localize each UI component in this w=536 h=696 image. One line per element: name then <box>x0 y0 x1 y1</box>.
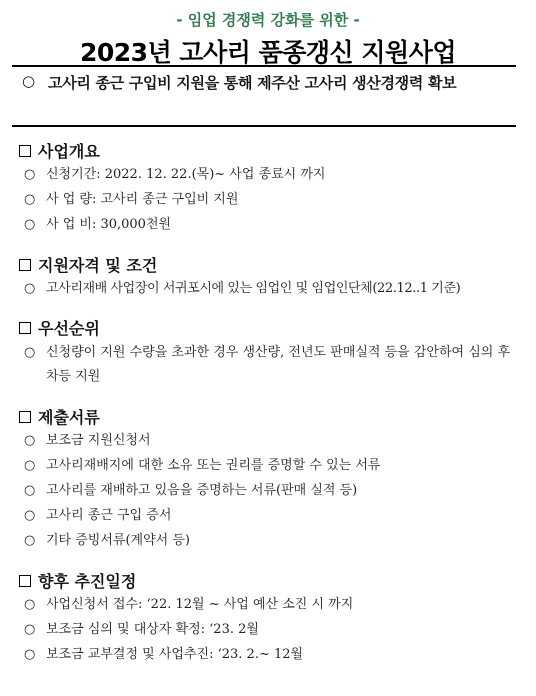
list-item-text: 기타 증빙서류(계약서 등) <box>46 533 190 548</box>
section-eligibility-title <box>19 253 157 276</box>
list-item-text: 보조금 교부결정 및 사업추진: ‘23. 2.~ 12월 <box>46 647 304 662</box>
checkbox-square-icon <box>19 411 31 423</box>
list-item <box>24 529 514 553</box>
document-title: 2023년 고사리 품종갱신 지원사업 <box>80 38 456 67</box>
document-subtitle: - 임업 경쟁력 강화를 위한 - <box>176 11 360 29</box>
list-item-text: 고사리재배 사업장이 서귀포시에 있는 임업인 및 임업인단체(22.12..1 기준) <box>46 281 461 296</box>
purpose-box <box>12 65 516 127</box>
list-item <box>24 479 514 503</box>
checkbox-square-icon <box>19 575 31 587</box>
list-item <box>24 429 514 453</box>
bullet-circle-icon: ○ <box>24 217 36 232</box>
section-priority-title <box>19 316 100 339</box>
list-item <box>24 504 514 528</box>
section-overview-title <box>19 139 100 162</box>
bullet-circle-icon: ○ <box>24 281 36 296</box>
section-title-text: 향후 추진일정 <box>38 572 137 591</box>
section-title-text: 제출서류 <box>38 408 100 427</box>
bullet-circle-icon: ○ <box>24 597 36 612</box>
list-item-text: 신청기간: 2022. 12. 22.(목)~ 사업 종료시 까지 <box>46 167 326 182</box>
list-item <box>24 277 514 301</box>
checkbox-square-icon <box>19 322 31 334</box>
list-item <box>24 454 514 478</box>
bullet-circle-icon: ○ <box>24 433 36 448</box>
bullet-circle-icon: ○ <box>24 458 36 473</box>
section-title-text: 사업개요 <box>38 142 100 161</box>
bullet-circle-icon: ○ <box>24 647 36 662</box>
bullet-circle-icon: ○ <box>24 167 36 182</box>
bullet-circle-icon: ○ <box>24 483 36 498</box>
section-schedule-title <box>19 569 136 592</box>
list-item-text: 고사리 종근 구입 증서 <box>46 508 172 523</box>
purpose-text: 고사리 종근 구입비 지원을 통해 제주산 고사리 생산경쟁력 확보 <box>48 74 457 92</box>
bullet-circle-icon: ○ <box>22 72 36 90</box>
bullet-circle-icon: ○ <box>24 508 36 523</box>
list-item <box>24 643 514 667</box>
section-documents-title <box>19 405 100 428</box>
list-item <box>24 341 514 389</box>
list-item <box>24 213 514 237</box>
section-title-text: 우선순위 <box>38 319 100 338</box>
list-item <box>24 618 514 642</box>
checkbox-square-icon <box>19 259 31 271</box>
list-item-text: 신청량이 지원 수량을 초과한 경우 생산량, 전년도 판매실적 등을 감안하여 심의 후 차등 지원 <box>46 345 511 384</box>
bullet-circle-icon: ○ <box>24 622 36 637</box>
list-item-text: 보조금 지원신청서 <box>46 433 151 448</box>
list-item <box>24 188 514 212</box>
checkbox-square-icon <box>19 145 31 157</box>
list-item-text: 고사리재배지에 대한 소유 또는 권리를 증명할 수 있는 서류 <box>46 458 381 473</box>
list-item <box>24 163 514 187</box>
bullet-circle-icon: ○ <box>24 345 36 360</box>
list-item-text: 사업신청서 접수: ‘22. 12월 ~ 사업 예산 소진 시 까지 <box>46 597 354 612</box>
list-item-text: 보조금 심의 및 대상자 확정: ‘23. 2월 <box>46 622 259 637</box>
list-item <box>24 593 514 617</box>
bullet-circle-icon: ○ <box>24 533 36 548</box>
list-item-text: 고사리를 재배하고 있음을 증명하는 서류(판매 실적 등) <box>46 483 358 498</box>
section-title-text: 지원자격 및 조건 <box>38 256 158 275</box>
list-item-text: 사 업 비: 30,000천원 <box>46 217 172 232</box>
bullet-circle-icon: ○ <box>24 192 36 207</box>
list-item-text: 사 업 량: 고사리 종근 구입비 지원 <box>46 192 239 207</box>
